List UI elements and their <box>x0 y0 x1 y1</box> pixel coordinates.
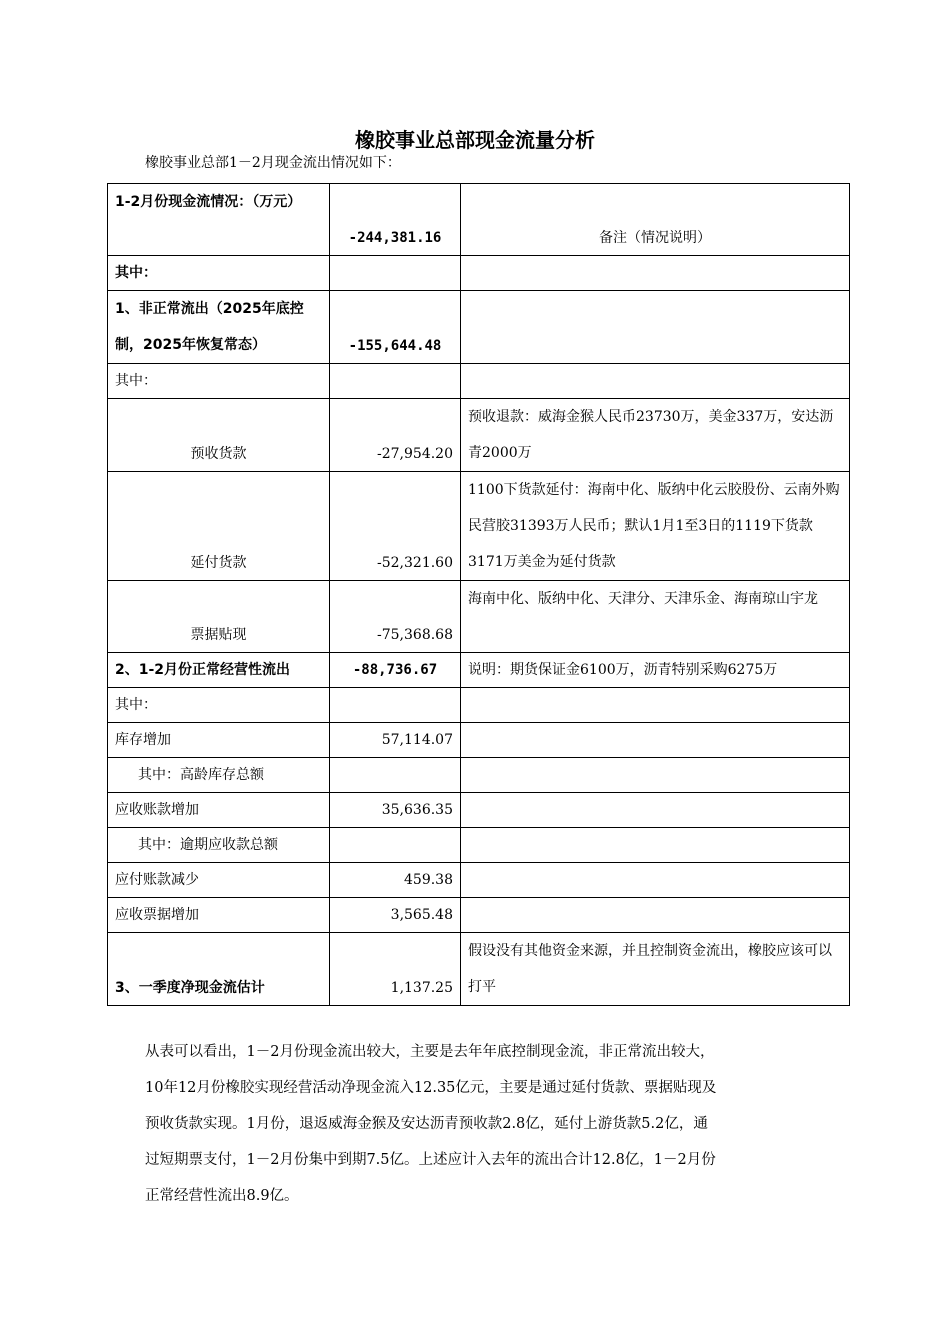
row-value: -27,954.20 <box>330 399 461 472</box>
summary-line: 预收货款实现。1月份，退返威海金猴及安达沥青预收款2.8亿，延付上游货款5.2亿，通 <box>145 1116 708 1132</box>
table-row <box>108 933 850 1006</box>
row-note <box>461 723 850 758</box>
table-row <box>108 828 850 863</box>
table-row <box>108 723 850 758</box>
row-value <box>330 758 461 793</box>
row-note <box>461 688 850 723</box>
row-label: 延付货款 <box>108 472 330 581</box>
table-row <box>108 581 850 653</box>
table-row <box>108 291 850 364</box>
row-note: 预收退款：威海金猴人民币23730万，美金337万，安达沥青2000万 <box>461 399 850 472</box>
row-value: 35,636.35 <box>330 793 461 828</box>
table-row <box>108 399 850 472</box>
row-label: 其中： <box>108 364 330 399</box>
summary-line: 从表可以看出，1－2月份现金流出较大，主要是去年年底控制现金流，非正常流出较大， <box>145 1044 715 1060</box>
table-row <box>108 472 850 581</box>
table-row <box>108 364 850 399</box>
row-value: -155,644.48 <box>330 291 461 364</box>
summary-line: 10年12月份橡胶实现经营活动净现金流入12.35亿元，主要是通过延付货款、票据贴现及 <box>145 1080 717 1096</box>
row-label: 1、非正常流出（2025年底控制，2025年恢复常态） <box>108 291 330 364</box>
row-label: 1-2月份现金流情况：（万元） <box>108 184 330 256</box>
row-label: 应收票据增加 <box>108 898 330 933</box>
row-label: 其中： <box>108 688 330 723</box>
row-note <box>461 793 850 828</box>
row-value: 1,137.25 <box>330 933 461 1006</box>
row-note <box>461 758 850 793</box>
row-value: 3,565.48 <box>330 898 461 933</box>
row-value <box>330 256 461 291</box>
summary-line: 过短期票支付，1－2月份集中到期7.5亿。上述应计入去年的流出合计12.8亿，1－2月份 <box>145 1152 716 1168</box>
row-note: 海南中化、版纳中化、天津分、天津乐金、海南琼山宇龙 <box>461 581 850 653</box>
table-row <box>108 653 850 688</box>
row-value <box>330 364 461 399</box>
table-row <box>108 688 850 723</box>
summary-paragraph <box>145 1034 835 1214</box>
row-label: 预收货款 <box>108 399 330 472</box>
table-row <box>108 863 850 898</box>
row-value: 459.38 <box>330 863 461 898</box>
row-note: 假设没有其他资金来源，并且控制资金流出，橡胶应该可以打平 <box>461 933 850 1006</box>
row-note <box>461 291 850 364</box>
table-row <box>108 793 850 828</box>
row-label: 2、1-2月份正常经营性流出 <box>108 653 330 688</box>
row-value: 57,114.07 <box>330 723 461 758</box>
row-note: 备注（情况说明） <box>461 184 850 256</box>
row-label: 应付账款减少 <box>108 863 330 898</box>
row-label: 应收账款增加 <box>108 793 330 828</box>
row-label: 3、一季度净现金流估计 <box>108 933 330 1006</box>
row-note <box>461 898 850 933</box>
document-title: 橡胶事业总部现金流量分析 <box>355 128 595 152</box>
row-note <box>461 828 850 863</box>
row-note <box>461 863 850 898</box>
intro-text: 橡胶事业总部1－2月现金流出情况如下： <box>145 155 401 171</box>
row-note: 说明：期货保证金6100万，沥青特别采购6275万 <box>461 653 850 688</box>
row-value: -244,381.16 <box>330 184 461 256</box>
table-row <box>108 184 850 256</box>
row-note <box>461 364 850 399</box>
row-label: 票据贴现 <box>108 581 330 653</box>
table-row <box>108 898 850 933</box>
table-row <box>108 758 850 793</box>
row-label: 其中：高龄库存总额 <box>108 758 330 793</box>
row-label: 其中：逾期应收款总额 <box>108 828 330 863</box>
row-note: 1100下货款延付：海南中化、版纳中化云胶股份、云南外购民营胶31393万人民币；默认1月1至3日的1119下货款3171万美金为延付货款 <box>461 472 850 581</box>
row-value <box>330 688 461 723</box>
table-row <box>108 256 850 291</box>
row-value: -75,368.68 <box>330 581 461 653</box>
row-note <box>461 256 850 291</box>
row-value: -88,736.67 <box>330 653 461 688</box>
row-label: 其中： <box>108 256 330 291</box>
row-value <box>330 828 461 863</box>
row-value: -52,321.60 <box>330 472 461 581</box>
row-label: 库存增加 <box>108 723 330 758</box>
summary-line: 正常经营性流出8.9亿。 <box>145 1188 299 1204</box>
cash-flow-table <box>107 183 850 1006</box>
